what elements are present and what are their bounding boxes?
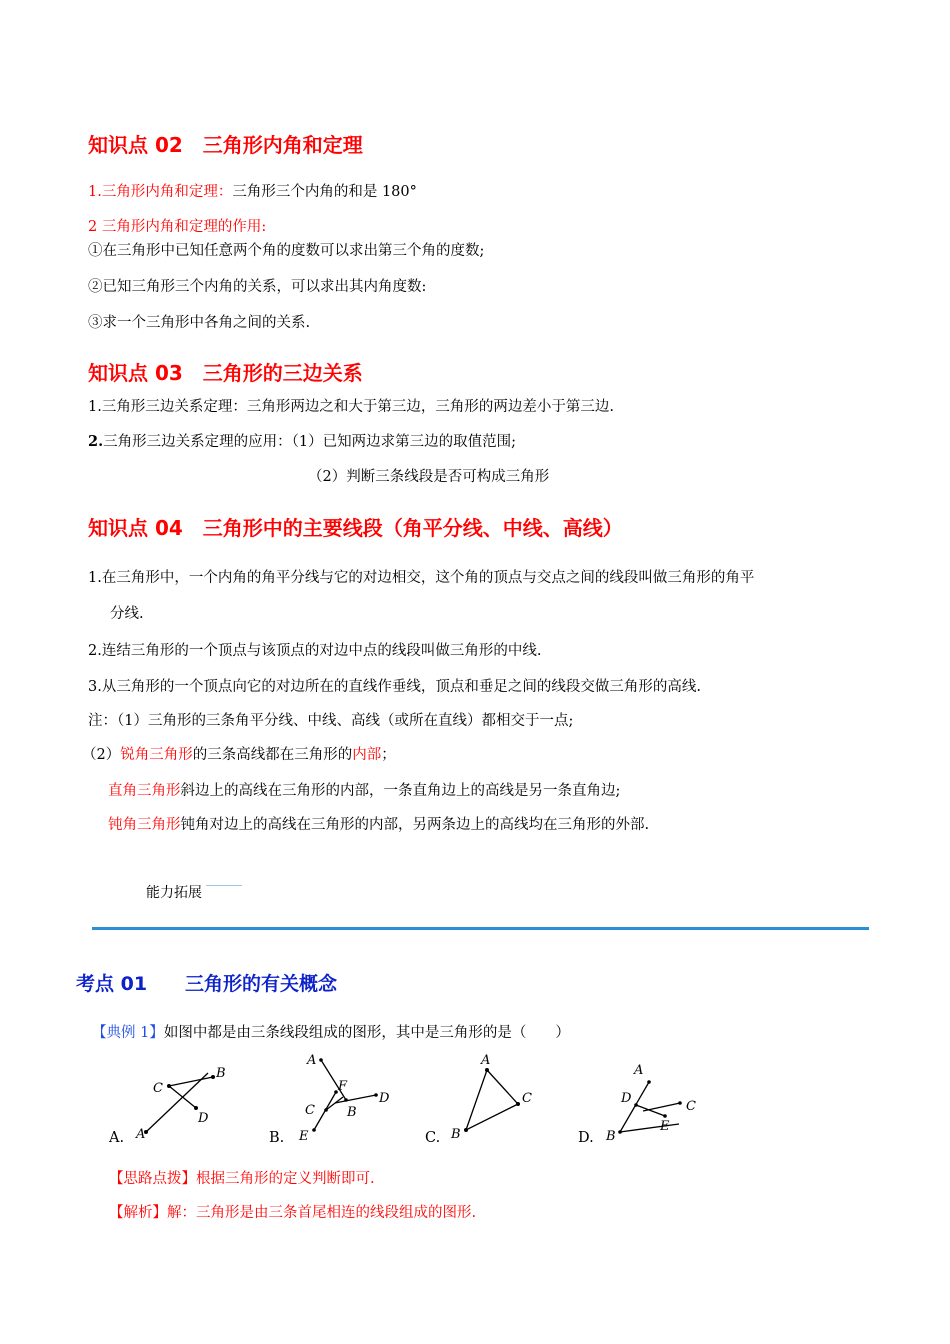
fig-b-label-c: C xyxy=(305,1103,315,1118)
section-heading-k02: 知识点 02 三角形内角和定理 xyxy=(88,133,363,157)
fig-b-label-f: F xyxy=(338,1079,348,1094)
fig-b-label-b: B xyxy=(347,1105,357,1120)
note-k04-4 xyxy=(108,815,649,835)
example-text: 如图中都是由三条线段组成的图形，其中是三角形的是（ ） xyxy=(163,1025,570,1041)
fig-a-label-d: D xyxy=(198,1111,209,1126)
paragraph-k03-3: （2）判断三条线段是否可构成三角形 xyxy=(308,469,550,485)
n2-end: ； xyxy=(381,747,396,763)
figure-c xyxy=(450,1053,532,1142)
list-item-k02-3: ③求一个三角形中各角之间的关系. xyxy=(88,315,311,331)
hint-tag: 【思路点拨】 xyxy=(109,1171,196,1187)
example-question xyxy=(92,1023,570,1043)
fig-b-label-e: E xyxy=(299,1129,309,1144)
ability-label: 能力拓展 xyxy=(146,885,202,901)
k03-p2-number: 2. xyxy=(88,433,104,450)
k02-p1-text: 三角形三个内角的和是 180° xyxy=(232,184,417,200)
section-divider xyxy=(92,927,869,930)
analysis-tag: 【解析】 xyxy=(109,1205,167,1221)
option-d[interactable]: D. xyxy=(578,1130,594,1146)
n2-mid: 的三条高线都在三角形的 xyxy=(192,747,353,763)
n4-text: 钝角对边上的高线在三角形的内部，另两条边上的高线均在三角形的外部. xyxy=(180,817,650,833)
fig-d-label-a: A xyxy=(634,1063,644,1078)
note-k04: 注：（1）三角形的三条角平分线、中线、高线（或所在直线）都相交于一点; xyxy=(88,713,574,729)
fig-b-label-a: A xyxy=(307,1053,317,1068)
list-item-k02-2: ②已知三角形三个内角的关系，可以求出其内角度数: xyxy=(88,279,427,295)
paragraph-k04-2: 2.连结三角形的一个顶点与该顶点的对边中点的线段叫做三角形的中线. xyxy=(88,643,542,659)
fig-d-label-e: E xyxy=(660,1119,670,1134)
hint-text: 根据三角形的定义判断即可. xyxy=(196,1171,375,1187)
example-tag: 【典例 1】 xyxy=(92,1025,164,1041)
fig-d-label-d: D xyxy=(621,1091,632,1106)
fig-d-label-c: C xyxy=(686,1099,696,1114)
paragraph-k02-2: 2 三角形内角和定理的作用: xyxy=(88,219,267,235)
section-heading-k03: 知识点 03 三角形的三边关系 xyxy=(88,361,363,385)
figure-b xyxy=(298,1053,390,1144)
n4-term-obtuse: 钝角三角形 xyxy=(108,817,181,833)
fig-a-label-c: C xyxy=(153,1081,163,1096)
note-k04-3 xyxy=(108,781,620,801)
option-a[interactable]: A. xyxy=(109,1130,125,1146)
analysis-text: 解：三角形是由三条首尾相连的线段组成的图形. xyxy=(167,1205,477,1221)
figure-d xyxy=(605,1063,696,1144)
list-item-k02-1: ①在三角形中已知任意两个角的度数可以求出第三个角的度数; xyxy=(88,243,485,259)
note-k04-2 xyxy=(82,745,396,765)
fig-a-label-b: B xyxy=(216,1066,226,1081)
paragraph-k04-1b: 分线. xyxy=(110,606,144,622)
n2-prefix: （2） xyxy=(82,747,121,763)
ability-underline xyxy=(206,885,242,886)
n2-term-acute: 锐角三角形 xyxy=(120,747,193,763)
n3-term-right: 直角三角形 xyxy=(108,783,181,799)
paragraph-k03-1: 1.三角形三边关系定理：三角形两边之和大于第三边，三角形的两边差小于第三边. xyxy=(88,399,614,415)
figures-area xyxy=(100,1048,740,1152)
option-c[interactable]: C. xyxy=(425,1130,441,1146)
paragraph-k04-3: 3.从三角形的一个顶点向它的对边所在的直线作垂线，顶点和垂足之间的线段交做三角形的高线. xyxy=(88,679,701,695)
fig-c-label-a: A xyxy=(481,1053,491,1068)
fig-c-label-c: C xyxy=(522,1091,532,1106)
option-b[interactable]: B. xyxy=(269,1130,285,1146)
n3-text: 斜边上的高线在三角形的内部，一条直角边上的高线是另一条直角边; xyxy=(180,783,621,799)
hint-line xyxy=(109,1169,375,1189)
fig-c-label-b: B xyxy=(451,1127,461,1142)
fig-a-label-a: A xyxy=(136,1127,146,1142)
figure-a xyxy=(135,1066,226,1142)
paragraph-k03-2 xyxy=(88,432,516,452)
analysis-line xyxy=(109,1203,476,1223)
fig-d-label-b: B xyxy=(606,1129,616,1144)
n2-term-inside: 内部 xyxy=(352,747,382,763)
exam-heading: 考点 01 三角形的有关概念 xyxy=(76,973,338,995)
paragraph-k04-1a: 1.在三角形中，一个内角的角平分线与它的对边相交，这个角的顶点与交点之间的线段叫做三角形的角平 xyxy=(88,570,755,586)
fig-b-label-d: D xyxy=(379,1091,390,1106)
k03-p2-text: 三角形三边关系定理的应用：（1）已知两边求第三边的取值范围; xyxy=(103,434,516,450)
k02-p1-label: 1.三角形内角和定理： xyxy=(88,184,233,200)
section-heading-k04: 知识点 04 三角形中的主要线段（角平分线、中线、高线） xyxy=(88,516,623,540)
paragraph-k02-1 xyxy=(88,182,417,202)
